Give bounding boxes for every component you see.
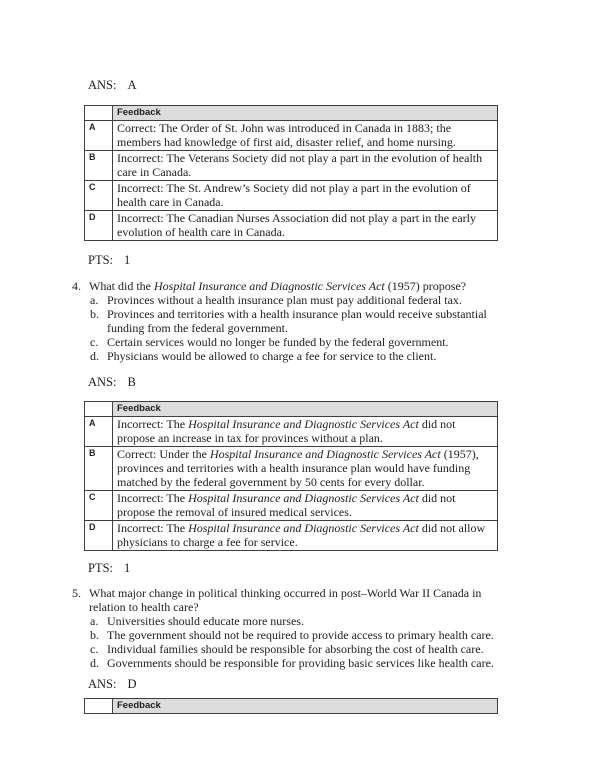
question-body — [89, 279, 501, 363]
stem-pre: What major change in political thinking occurred in post–World War II Canada in relation to health care? — [89, 586, 482, 614]
feedback-row-key: D — [85, 521, 113, 551]
table-header-row — [85, 699, 498, 714]
option-text: Governments should be responsible for providing basic services like health care. — [107, 656, 494, 670]
answer-line-q4 — [88, 375, 600, 390]
stem-post: (1957) propose? — [384, 279, 467, 293]
feedback-row-text — [113, 151, 498, 181]
ans-label: ANS: — [88, 78, 117, 92]
feedback-text-pre: Correct: The Order of St. John was introduced in Canada in 1883; the members had knowledge of first aid, disaster relief, and home nursing. — [117, 121, 456, 149]
option-a — [90, 293, 501, 307]
feedback-table-q4 — [84, 401, 498, 551]
table-row — [85, 151, 498, 181]
option-text: Universities should educate more nurses. — [107, 614, 304, 628]
feedback-header: Feedback — [113, 699, 498, 714]
feedback-text-pre: Incorrect: The — [117, 521, 189, 535]
option-d — [90, 656, 501, 670]
header-key-cell — [85, 106, 113, 121]
option-b — [90, 307, 501, 335]
feedback-row-text — [113, 417, 498, 447]
feedback-header: Feedback — [113, 402, 498, 417]
points-line-q3 — [88, 253, 600, 268]
feedback-header: Feedback — [113, 106, 498, 121]
feedback-row-key: C — [85, 181, 113, 211]
option-letter: b. — [90, 307, 99, 321]
feedback-text-post: (1957), provinces and territories with a health insurance plan would have funding matched by the federal government by 50 cents for every dollar. — [117, 447, 479, 489]
feedback-text-italic: Hospital Insurance and Diagnostic Services Act — [188, 491, 419, 505]
stem-pre: What did the — [89, 279, 154, 293]
feedback-text-pre: Correct: Under the — [117, 447, 210, 461]
question-number: 4. — [72, 279, 81, 293]
feedback-table-q3 — [84, 105, 498, 241]
feedback-text-post: did not propose an increase in tax for provinces without a plan. — [117, 417, 456, 445]
answer-line-q3 — [88, 78, 600, 93]
question-number: 5. — [72, 586, 81, 600]
question-body — [89, 586, 501, 670]
feedback-table-q5 — [84, 698, 498, 714]
feedback-row-text — [113, 211, 498, 241]
option-text: Provinces without a health insurance plan must pay additional federal tax. — [107, 293, 462, 307]
option-text: Provinces and territories with a health insurance plan would receive substantial funding from the federal government. — [107, 307, 487, 335]
option-letter: a. — [90, 293, 99, 307]
feedback-row-text — [113, 447, 498, 491]
table-row — [85, 121, 498, 151]
option-text: Certain services would no longer be funded by the federal government. — [107, 335, 449, 349]
feedback-row-key: B — [85, 447, 113, 491]
question-4 — [72, 279, 600, 363]
option-letter: c. — [90, 642, 99, 656]
answer-line-q5 — [88, 677, 600, 692]
feedback-row-key: B — [85, 151, 113, 181]
option-text: Physicians would be allowed to charge a fee for service to the client. — [107, 349, 437, 363]
ans-value: B — [127, 375, 136, 389]
pts-label: PTS: — [88, 253, 114, 267]
feedback-row-text — [113, 181, 498, 211]
feedback-text-pre: Incorrect: The Canadian Nurses Association did not play a part in the early evolution of health care in Canada. — [117, 211, 477, 239]
header-key-cell — [85, 699, 113, 714]
option-letter: d. — [90, 656, 99, 670]
feedback-row-key: A — [85, 121, 113, 151]
feedback-text-italic: Hospital Insurance and Diagnostic Services Act — [209, 447, 441, 461]
feedback-text-post: did not allow physicians to charge a fee for service. — [117, 521, 486, 549]
table-row — [85, 521, 498, 551]
table-row — [85, 491, 498, 521]
pts-value: 1 — [124, 561, 131, 575]
feedback-text-pre: Incorrect: The St. Andrew’s Society did not play a part in the evolution of health care in Canada. — [117, 181, 471, 209]
option-c — [90, 642, 501, 656]
question-5 — [72, 586, 600, 670]
pts-value: 1 — [124, 253, 131, 267]
option-a — [90, 614, 501, 628]
table-row — [85, 211, 498, 241]
option-letter: a. — [90, 614, 99, 628]
feedback-row-text — [113, 521, 498, 551]
option-d — [90, 349, 501, 363]
table-header-row — [85, 402, 498, 417]
feedback-text-pre: Incorrect: The — [117, 491, 189, 505]
question-stem — [89, 279, 501, 293]
feedback-row-key: A — [85, 417, 113, 447]
table-header-row — [85, 106, 498, 121]
pts-label: PTS: — [88, 561, 114, 575]
option-b — [90, 628, 501, 642]
ans-value: D — [127, 677, 137, 691]
ans-label: ANS: — [88, 677, 117, 691]
ans-label: ANS: — [88, 375, 117, 389]
header-key-cell — [85, 402, 113, 417]
table-row — [85, 181, 498, 211]
points-line-q4 — [88, 561, 600, 576]
feedback-text-pre: Incorrect: The — [117, 417, 189, 431]
option-text: The government should not be required to provide access to primary health care. — [107, 628, 494, 642]
option-letter: c. — [90, 335, 99, 349]
question-stem — [89, 586, 501, 614]
options-list — [90, 293, 501, 363]
stem-italic: Hospital Insurance and Diagnostic Services Act — [153, 279, 385, 293]
option-c — [90, 335, 501, 349]
feedback-text-pre: Incorrect: The Veterans Society did not play a part in the evolution of health care in Canada. — [117, 151, 483, 179]
feedback-text-post: did not propose the removal of insured medical services. — [117, 491, 456, 519]
feedback-row-key: D — [85, 211, 113, 241]
feedback-text-italic: Hospital Insurance and Diagnostic Services Act — [188, 521, 419, 535]
table-row — [85, 447, 498, 491]
option-letter: d. — [90, 349, 99, 363]
feedback-row-text — [113, 491, 498, 521]
feedback-row-text — [113, 121, 498, 151]
options-list — [90, 614, 501, 670]
ans-value: A — [127, 78, 137, 92]
feedback-text-italic: Hospital Insurance and Diagnostic Services Act — [188, 417, 419, 431]
option-letter: b. — [90, 628, 99, 642]
table-row — [85, 417, 498, 447]
feedback-row-key: C — [85, 491, 113, 521]
option-text: Individual families should be responsible for absorbing the cost of health care. — [107, 642, 484, 656]
